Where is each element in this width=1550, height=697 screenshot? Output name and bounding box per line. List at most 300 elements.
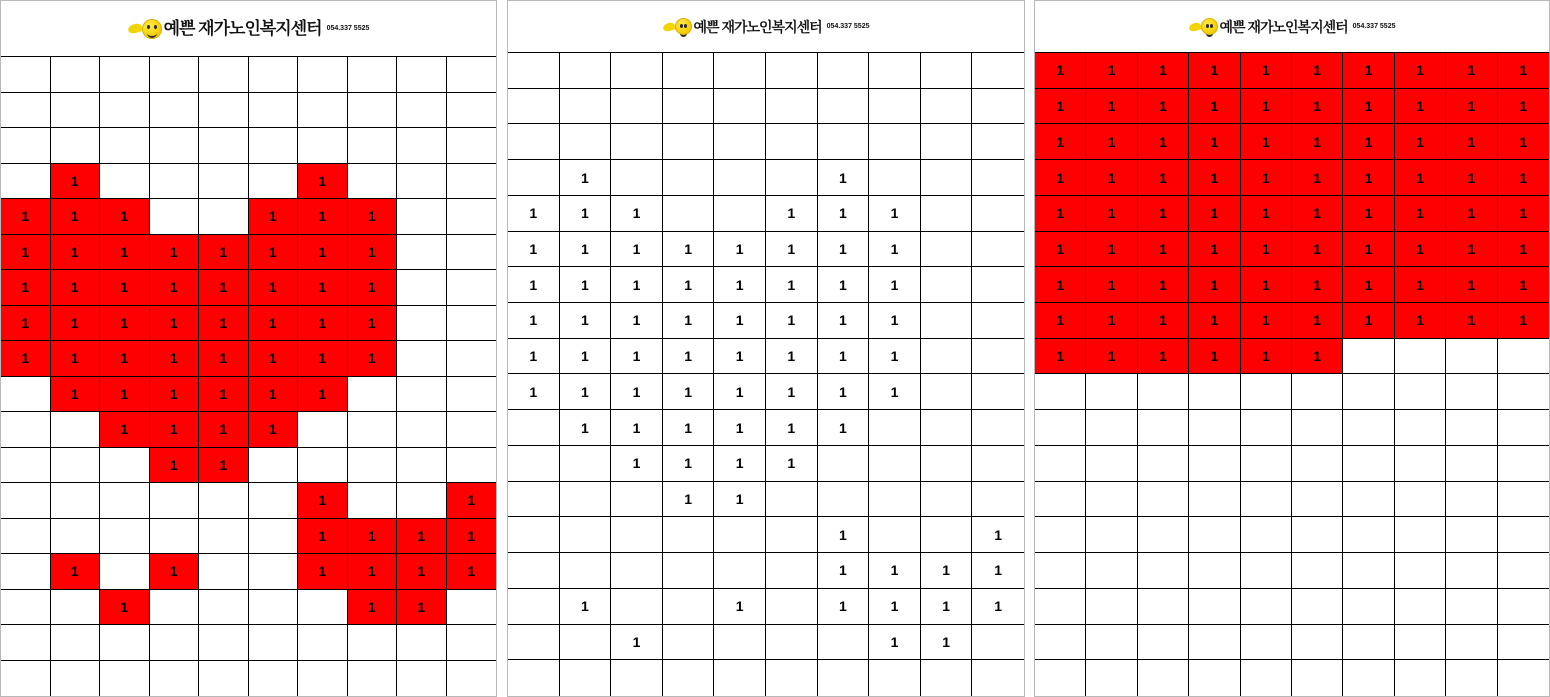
grid-cell-r3-c3[interactable]: 1 bbox=[1138, 124, 1189, 160]
grid-cell-r16-c5[interactable] bbox=[199, 590, 249, 626]
grid-cell-r6-c4[interactable]: 1 bbox=[663, 232, 715, 268]
grid-cell-r2-c1[interactable]: 1 bbox=[1035, 89, 1086, 125]
grid-cell-r13-c1[interactable] bbox=[508, 482, 560, 518]
grid-cell-r17-c1[interactable] bbox=[1, 625, 51, 661]
grid-cell-r16-c3[interactable] bbox=[611, 589, 663, 625]
grid-cell-r8-c9[interactable] bbox=[397, 306, 447, 342]
grid-cell-r8-c10[interactable] bbox=[972, 303, 1024, 339]
grid-cell-r5-c2[interactable]: 1 bbox=[560, 196, 612, 232]
grid-cell-r2-c6[interactable]: 1 bbox=[1292, 89, 1343, 125]
grid-cell-r12-c5[interactable]: 1 bbox=[199, 448, 249, 484]
grid-cell-r10-c5[interactable]: 1 bbox=[199, 377, 249, 413]
grid-cell-r7-c2[interactable]: 1 bbox=[51, 270, 101, 306]
grid-cell-r13-c10[interactable] bbox=[972, 482, 1024, 518]
grid-cell-r2-c5[interactable] bbox=[199, 93, 249, 129]
grid-cell-r13-c2[interactable] bbox=[1086, 482, 1137, 518]
grid-cell-r15-c4[interactable]: 1 bbox=[150, 554, 200, 590]
grid-cell-r18-c10[interactable] bbox=[1498, 660, 1549, 696]
grid-cell-r6-c3[interactable]: 1 bbox=[1138, 232, 1189, 268]
grid-cell-r11-c5[interactable] bbox=[1241, 410, 1292, 446]
grid-cell-r4-c10[interactable] bbox=[972, 160, 1024, 196]
grid-cell-r4-c3[interactable] bbox=[611, 160, 663, 196]
grid-cell-r1-c3[interactable] bbox=[100, 57, 150, 93]
grid-cell-r8-c5[interactable]: 1 bbox=[199, 306, 249, 342]
grid-cell-r6-c6[interactable]: 1 bbox=[249, 235, 299, 271]
grid-cell-r11-c6[interactable]: 1 bbox=[249, 412, 299, 448]
grid-cell-r6-c5[interactable]: 1 bbox=[1241, 232, 1292, 268]
pixel-grid-page-1[interactable] bbox=[1, 57, 496, 696]
grid-cell-r5-c5[interactable] bbox=[199, 199, 249, 235]
grid-cell-r15-c1[interactable] bbox=[1, 554, 51, 590]
grid-cell-r7-c3[interactable]: 1 bbox=[100, 270, 150, 306]
grid-cell-r11-c9[interactable] bbox=[921, 410, 973, 446]
grid-cell-r16-c7[interactable] bbox=[298, 590, 348, 626]
grid-cell-r1-c7[interactable] bbox=[298, 57, 348, 93]
grid-cell-r7-c10[interactable] bbox=[972, 267, 1024, 303]
grid-cell-r9-c3[interactable]: 1 bbox=[1138, 339, 1189, 375]
grid-cell-r7-c1[interactable]: 1 bbox=[1035, 267, 1086, 303]
grid-cell-r12-c10[interactable] bbox=[1498, 446, 1549, 482]
grid-cell-r14-c3[interactable] bbox=[1138, 517, 1189, 553]
grid-cell-r4-c1[interactable] bbox=[1, 164, 51, 200]
grid-cell-r7-c9[interactable] bbox=[921, 267, 973, 303]
grid-cell-r2-c4[interactable] bbox=[663, 89, 715, 125]
grid-cell-r8-c4[interactable]: 1 bbox=[663, 303, 715, 339]
grid-cell-r7-c10[interactable] bbox=[447, 270, 497, 306]
grid-cell-r8-c9[interactable] bbox=[921, 303, 973, 339]
grid-cell-r10-c3[interactable] bbox=[1138, 374, 1189, 410]
grid-cell-r16-c3[interactable] bbox=[1138, 589, 1189, 625]
grid-cell-r7-c6[interactable]: 1 bbox=[249, 270, 299, 306]
grid-cell-r8-c8[interactable]: 1 bbox=[1395, 303, 1446, 339]
grid-cell-r12-c3[interactable]: 1 bbox=[611, 446, 663, 482]
grid-cell-r18-c10[interactable] bbox=[447, 661, 497, 697]
grid-cell-r5-c3[interactable]: 1 bbox=[100, 199, 150, 235]
grid-cell-r13-c6[interactable] bbox=[766, 482, 818, 518]
grid-cell-r7-c5[interactable]: 1 bbox=[714, 267, 766, 303]
grid-cell-r1-c4[interactable] bbox=[663, 53, 715, 89]
grid-cell-r12-c1[interactable] bbox=[508, 446, 560, 482]
grid-cell-r11-c8[interactable] bbox=[869, 410, 921, 446]
grid-cell-r1-c9[interactable] bbox=[921, 53, 973, 89]
grid-cell-r13-c3[interactable] bbox=[1138, 482, 1189, 518]
grid-cell-r11-c3[interactable]: 1 bbox=[100, 412, 150, 448]
grid-cell-r9-c4[interactable]: 1 bbox=[1189, 339, 1240, 375]
grid-cell-r17-c2[interactable] bbox=[1086, 625, 1137, 661]
grid-cell-r16-c1[interactable] bbox=[1035, 589, 1086, 625]
grid-cell-r9-c1[interactable]: 1 bbox=[508, 339, 560, 375]
grid-cell-r2-c1[interactable] bbox=[508, 89, 560, 125]
grid-cell-r16-c2[interactable] bbox=[51, 590, 101, 626]
grid-cell-r7-c3[interactable]: 1 bbox=[611, 267, 663, 303]
grid-cell-r2-c10[interactable]: 1 bbox=[1498, 89, 1549, 125]
grid-cell-r6-c5[interactable]: 1 bbox=[714, 232, 766, 268]
grid-cell-r9-c4[interactable]: 1 bbox=[663, 339, 715, 375]
grid-cell-r4-c2[interactable]: 1 bbox=[560, 160, 612, 196]
grid-cell-r6-c9[interactable] bbox=[921, 232, 973, 268]
grid-cell-r4-c8[interactable] bbox=[869, 160, 921, 196]
grid-cell-r5-c5[interactable] bbox=[714, 196, 766, 232]
grid-cell-r6-c1[interactable]: 1 bbox=[1, 235, 51, 271]
grid-cell-r4-c6[interactable] bbox=[249, 164, 299, 200]
grid-cell-r10-c10[interactable] bbox=[972, 374, 1024, 410]
grid-cell-r10-c2[interactable]: 1 bbox=[560, 374, 612, 410]
grid-cell-r3-c6[interactable] bbox=[766, 124, 818, 160]
grid-cell-r7-c3[interactable]: 1 bbox=[1138, 267, 1189, 303]
grid-cell-r7-c8[interactable]: 1 bbox=[869, 267, 921, 303]
grid-cell-r16-c5[interactable]: 1 bbox=[714, 589, 766, 625]
grid-cell-r18-c1[interactable] bbox=[1, 661, 51, 697]
grid-cell-r17-c3[interactable]: 1 bbox=[611, 625, 663, 661]
grid-cell-r15-c10[interactable] bbox=[1498, 553, 1549, 589]
grid-cell-r2-c2[interactable]: 1 bbox=[1086, 89, 1137, 125]
grid-cell-r4-c4[interactable]: 1 bbox=[1189, 160, 1240, 196]
grid-cell-r17-c7[interactable] bbox=[1343, 625, 1394, 661]
grid-cell-r7-c7[interactable]: 1 bbox=[1343, 267, 1394, 303]
grid-cell-r2-c6[interactable] bbox=[249, 93, 299, 129]
grid-cell-r9-c5[interactable]: 1 bbox=[199, 341, 249, 377]
grid-cell-r4-c7[interactable]: 1 bbox=[298, 164, 348, 200]
grid-cell-r17-c2[interactable] bbox=[51, 625, 101, 661]
grid-cell-r10-c4[interactable]: 1 bbox=[663, 374, 715, 410]
grid-cell-r9-c6[interactable]: 1 bbox=[766, 339, 818, 375]
grid-cell-r12-c7[interactable] bbox=[818, 446, 870, 482]
grid-cell-r16-c6[interactable] bbox=[1292, 589, 1343, 625]
grid-cell-r6-c10[interactable] bbox=[972, 232, 1024, 268]
grid-cell-r18-c10[interactable] bbox=[972, 660, 1024, 696]
grid-cell-r12-c10[interactable] bbox=[972, 446, 1024, 482]
grid-cell-r11-c6[interactable] bbox=[1292, 410, 1343, 446]
grid-cell-r17-c8[interactable] bbox=[348, 625, 398, 661]
grid-cell-r4-c3[interactable]: 1 bbox=[1138, 160, 1189, 196]
grid-cell-r15-c6[interactable] bbox=[249, 554, 299, 590]
grid-cell-r13-c10[interactable] bbox=[1498, 482, 1549, 518]
grid-cell-r14-c1[interactable] bbox=[1035, 517, 1086, 553]
grid-cell-r6-c7[interactable]: 1 bbox=[298, 235, 348, 271]
grid-cell-r6-c5[interactable]: 1 bbox=[199, 235, 249, 271]
grid-cell-r15-c4[interactable] bbox=[1189, 553, 1240, 589]
grid-cell-r18-c8[interactable] bbox=[869, 660, 921, 696]
grid-cell-r11-c3[interactable] bbox=[1138, 410, 1189, 446]
grid-cell-r10-c9[interactable] bbox=[1446, 374, 1497, 410]
grid-cell-r15-c2[interactable]: 1 bbox=[51, 554, 101, 590]
grid-cell-r14-c7[interactable]: 1 bbox=[298, 519, 348, 555]
grid-cell-r12-c7[interactable] bbox=[298, 448, 348, 484]
grid-cell-r14-c2[interactable] bbox=[1086, 517, 1137, 553]
grid-cell-r7-c4[interactable]: 1 bbox=[1189, 267, 1240, 303]
grid-cell-r2-c4[interactable] bbox=[150, 93, 200, 129]
grid-cell-r4-c4[interactable] bbox=[150, 164, 200, 200]
grid-cell-r8-c2[interactable]: 1 bbox=[560, 303, 612, 339]
grid-cell-r9-c1[interactable]: 1 bbox=[1035, 339, 1086, 375]
grid-cell-r10-c2[interactable]: 1 bbox=[51, 377, 101, 413]
grid-cell-r3-c2[interactable] bbox=[560, 124, 612, 160]
grid-cell-r2-c10[interactable] bbox=[972, 89, 1024, 125]
grid-cell-r1-c4[interactable] bbox=[150, 57, 200, 93]
grid-cell-r14-c7[interactable]: 1 bbox=[818, 517, 870, 553]
grid-cell-r13-c6[interactable] bbox=[1292, 482, 1343, 518]
grid-cell-r12-c3[interactable] bbox=[1138, 446, 1189, 482]
grid-cell-r15-c3[interactable] bbox=[1138, 553, 1189, 589]
grid-cell-r17-c9[interactable] bbox=[397, 625, 447, 661]
grid-cell-r15-c5[interactable] bbox=[714, 553, 766, 589]
grid-cell-r13-c2[interactable] bbox=[560, 482, 612, 518]
grid-cell-r13-c4[interactable] bbox=[1189, 482, 1240, 518]
grid-cell-r6-c6[interactable]: 1 bbox=[1292, 232, 1343, 268]
grid-cell-r11-c2[interactable]: 1 bbox=[560, 410, 612, 446]
grid-cell-r4-c1[interactable]: 1 bbox=[1035, 160, 1086, 196]
grid-cell-r3-c5[interactable] bbox=[199, 128, 249, 164]
grid-cell-r18-c2[interactable] bbox=[1086, 660, 1137, 696]
grid-cell-r3-c6[interactable]: 1 bbox=[1292, 124, 1343, 160]
grid-cell-r11-c3[interactable]: 1 bbox=[611, 410, 663, 446]
grid-cell-r10-c1[interactable]: 1 bbox=[508, 374, 560, 410]
grid-cell-r3-c8[interactable] bbox=[348, 128, 398, 164]
grid-cell-r16-c2[interactable]: 1 bbox=[560, 589, 612, 625]
grid-cell-r15-c7[interactable]: 1 bbox=[298, 554, 348, 590]
grid-cell-r17-c5[interactable] bbox=[1241, 625, 1292, 661]
grid-cell-r12-c9[interactable] bbox=[921, 446, 973, 482]
grid-cell-r10-c6[interactable]: 1 bbox=[766, 374, 818, 410]
grid-cell-r1-c2[interactable] bbox=[51, 57, 101, 93]
grid-cell-r2-c5[interactable]: 1 bbox=[1241, 89, 1292, 125]
grid-cell-r17-c7[interactable] bbox=[298, 625, 348, 661]
grid-cell-r4-c10[interactable] bbox=[447, 164, 497, 200]
grid-cell-r9-c2[interactable]: 1 bbox=[560, 339, 612, 375]
grid-cell-r17-c5[interactable] bbox=[199, 625, 249, 661]
grid-cell-r5-c6[interactable]: 1 bbox=[1292, 196, 1343, 232]
grid-cell-r5-c8[interactable]: 1 bbox=[869, 196, 921, 232]
grid-cell-r15-c10[interactable]: 1 bbox=[447, 554, 497, 590]
grid-cell-r9-c3[interactable]: 1 bbox=[100, 341, 150, 377]
grid-cell-r12-c4[interactable]: 1 bbox=[663, 446, 715, 482]
grid-cell-r4-c9[interactable]: 1 bbox=[1446, 160, 1497, 196]
grid-cell-r6-c8[interactable]: 1 bbox=[1395, 232, 1446, 268]
grid-cell-r12-c10[interactable] bbox=[447, 448, 497, 484]
grid-cell-r5-c1[interactable]: 1 bbox=[1, 199, 51, 235]
grid-cell-r12-c2[interactable] bbox=[560, 446, 612, 482]
grid-cell-r15-c10[interactable]: 1 bbox=[972, 553, 1024, 589]
grid-cell-r17-c6[interactable] bbox=[1292, 625, 1343, 661]
grid-cell-r12-c6[interactable] bbox=[249, 448, 299, 484]
grid-cell-r16-c5[interactable] bbox=[1241, 589, 1292, 625]
grid-cell-r15-c2[interactable] bbox=[560, 553, 612, 589]
grid-cell-r11-c1[interactable] bbox=[1, 412, 51, 448]
grid-cell-r8-c6[interactable]: 1 bbox=[249, 306, 299, 342]
grid-cell-r17-c1[interactable] bbox=[508, 625, 560, 661]
grid-cell-r7-c9[interactable] bbox=[397, 270, 447, 306]
grid-cell-r17-c4[interactable] bbox=[150, 625, 200, 661]
grid-cell-r6-c9[interactable]: 1 bbox=[1446, 232, 1497, 268]
grid-cell-r4-c9[interactable] bbox=[397, 164, 447, 200]
grid-cell-r9-c9[interactable] bbox=[1446, 339, 1497, 375]
grid-cell-r18-c4[interactable] bbox=[150, 661, 200, 697]
grid-cell-r7-c6[interactable]: 1 bbox=[766, 267, 818, 303]
grid-cell-r18-c1[interactable] bbox=[1035, 660, 1086, 696]
grid-cell-r9-c9[interactable] bbox=[921, 339, 973, 375]
grid-cell-r17-c6[interactable] bbox=[249, 625, 299, 661]
grid-cell-r15-c9[interactable] bbox=[1446, 553, 1497, 589]
grid-cell-r1-c5[interactable] bbox=[714, 53, 766, 89]
grid-cell-r5-c10[interactable] bbox=[447, 199, 497, 235]
grid-cell-r16-c4[interactable] bbox=[663, 589, 715, 625]
grid-cell-r9-c10[interactable] bbox=[1498, 339, 1549, 375]
grid-cell-r18-c1[interactable] bbox=[508, 660, 560, 696]
grid-cell-r15-c9[interactable]: 1 bbox=[397, 554, 447, 590]
grid-cell-r10-c5[interactable] bbox=[1241, 374, 1292, 410]
grid-cell-r11-c4[interactable] bbox=[1189, 410, 1240, 446]
grid-cell-r17-c8[interactable]: 1 bbox=[869, 625, 921, 661]
grid-cell-r14-c5[interactable] bbox=[199, 519, 249, 555]
grid-cell-r15-c9[interactable]: 1 bbox=[921, 553, 973, 589]
grid-cell-r9-c2[interactable]: 1 bbox=[51, 341, 101, 377]
grid-cell-r3-c10[interactable] bbox=[972, 124, 1024, 160]
grid-cell-r6-c1[interactable]: 1 bbox=[508, 232, 560, 268]
grid-cell-r16-c8[interactable]: 1 bbox=[348, 590, 398, 626]
grid-cell-r4-c9[interactable] bbox=[921, 160, 973, 196]
grid-cell-r18-c8[interactable] bbox=[1395, 660, 1446, 696]
grid-cell-r2-c2[interactable] bbox=[51, 93, 101, 129]
grid-cell-r5-c6[interactable]: 1 bbox=[766, 196, 818, 232]
grid-cell-r7-c8[interactable]: 1 bbox=[1395, 267, 1446, 303]
grid-cell-r5-c1[interactable]: 1 bbox=[1035, 196, 1086, 232]
grid-cell-r8-c1[interactable]: 1 bbox=[1, 306, 51, 342]
grid-cell-r14-c2[interactable] bbox=[560, 517, 612, 553]
grid-cell-r7-c4[interactable]: 1 bbox=[150, 270, 200, 306]
grid-cell-r12-c8[interactable] bbox=[1395, 446, 1446, 482]
grid-cell-r8-c7[interactable]: 1 bbox=[1343, 303, 1394, 339]
grid-cell-r9-c3[interactable]: 1 bbox=[611, 339, 663, 375]
grid-cell-r4-c2[interactable]: 1 bbox=[1086, 160, 1137, 196]
grid-cell-r8-c3[interactable]: 1 bbox=[611, 303, 663, 339]
grid-cell-r4-c5[interactable] bbox=[199, 164, 249, 200]
grid-cell-r18-c3[interactable] bbox=[1138, 660, 1189, 696]
grid-cell-r14-c9[interactable] bbox=[1446, 517, 1497, 553]
grid-cell-r17-c9[interactable]: 1 bbox=[921, 625, 973, 661]
grid-cell-r18-c9[interactable] bbox=[1446, 660, 1497, 696]
grid-cell-r7-c5[interactable]: 1 bbox=[199, 270, 249, 306]
grid-cell-r1-c9[interactable] bbox=[397, 57, 447, 93]
grid-cell-r10-c8[interactable] bbox=[1395, 374, 1446, 410]
grid-cell-r5-c8[interactable]: 1 bbox=[348, 199, 398, 235]
grid-cell-r9-c7[interactable] bbox=[1343, 339, 1394, 375]
grid-cell-r10-c3[interactable]: 1 bbox=[100, 377, 150, 413]
grid-cell-r10-c9[interactable] bbox=[397, 377, 447, 413]
grid-cell-r8-c2[interactable]: 1 bbox=[51, 306, 101, 342]
grid-cell-r15-c3[interactable] bbox=[611, 553, 663, 589]
grid-cell-r4-c6[interactable] bbox=[766, 160, 818, 196]
grid-cell-r17-c10[interactable] bbox=[447, 625, 497, 661]
grid-cell-r6-c10[interactable]: 1 bbox=[1498, 232, 1549, 268]
grid-cell-r9-c9[interactable] bbox=[397, 341, 447, 377]
grid-cell-r4-c10[interactable]: 1 bbox=[1498, 160, 1549, 196]
grid-cell-r1-c3[interactable]: 1 bbox=[1138, 53, 1189, 89]
grid-cell-r11-c10[interactable] bbox=[1498, 410, 1549, 446]
grid-cell-r1-c8[interactable] bbox=[869, 53, 921, 89]
grid-cell-r18-c6[interactable] bbox=[249, 661, 299, 697]
grid-cell-r5-c4[interactable] bbox=[663, 196, 715, 232]
grid-cell-r5-c10[interactable] bbox=[972, 196, 1024, 232]
grid-cell-r12-c9[interactable] bbox=[397, 448, 447, 484]
grid-cell-r14-c8[interactable] bbox=[869, 517, 921, 553]
grid-cell-r12-c6[interactable]: 1 bbox=[766, 446, 818, 482]
grid-cell-r12-c1[interactable] bbox=[1, 448, 51, 484]
grid-cell-r8-c3[interactable]: 1 bbox=[100, 306, 150, 342]
grid-cell-r6-c10[interactable] bbox=[447, 235, 497, 271]
grid-cell-r8-c9[interactable]: 1 bbox=[1446, 303, 1497, 339]
grid-cell-r2-c6[interactable] bbox=[766, 89, 818, 125]
grid-cell-r13-c5[interactable] bbox=[199, 483, 249, 519]
grid-cell-r13-c1[interactable] bbox=[1035, 482, 1086, 518]
grid-cell-r12-c6[interactable] bbox=[1292, 446, 1343, 482]
grid-cell-r15-c8[interactable]: 1 bbox=[348, 554, 398, 590]
grid-cell-r2-c4[interactable]: 1 bbox=[1189, 89, 1240, 125]
grid-cell-r1-c1[interactable] bbox=[1, 57, 51, 93]
grid-cell-r7-c7[interactable]: 1 bbox=[298, 270, 348, 306]
grid-cell-r12-c2[interactable] bbox=[51, 448, 101, 484]
grid-cell-r5-c9[interactable] bbox=[921, 196, 973, 232]
grid-cell-r4-c5[interactable]: 1 bbox=[1241, 160, 1292, 196]
grid-cell-r13-c7[interactable] bbox=[1343, 482, 1394, 518]
grid-cell-r11-c1[interactable] bbox=[508, 410, 560, 446]
grid-cell-r12-c4[interactable]: 1 bbox=[150, 448, 200, 484]
grid-cell-r14-c3[interactable] bbox=[100, 519, 150, 555]
grid-cell-r2-c3[interactable] bbox=[100, 93, 150, 129]
grid-cell-r1-c1[interactable]: 1 bbox=[1035, 53, 1086, 89]
grid-cell-r1-c10[interactable]: 1 bbox=[1498, 53, 1549, 89]
grid-cell-r12-c1[interactable] bbox=[1035, 446, 1086, 482]
grid-cell-r11-c7[interactable]: 1 bbox=[818, 410, 870, 446]
grid-cell-r11-c2[interactable] bbox=[1086, 410, 1137, 446]
grid-cell-r3-c3[interactable] bbox=[100, 128, 150, 164]
grid-cell-r16-c8[interactable]: 1 bbox=[869, 589, 921, 625]
grid-cell-r3-c8[interactable]: 1 bbox=[1395, 124, 1446, 160]
grid-cell-r14-c4[interactable] bbox=[663, 517, 715, 553]
grid-cell-r12-c5[interactable] bbox=[1241, 446, 1292, 482]
grid-cell-r13-c10[interactable]: 1 bbox=[447, 483, 497, 519]
grid-cell-r4-c1[interactable] bbox=[508, 160, 560, 196]
grid-cell-r9-c10[interactable] bbox=[972, 339, 1024, 375]
grid-cell-r11-c5[interactable]: 1 bbox=[199, 412, 249, 448]
grid-cell-r3-c9[interactable] bbox=[397, 128, 447, 164]
grid-cell-r3-c6[interactable] bbox=[249, 128, 299, 164]
grid-cell-r3-c7[interactable]: 1 bbox=[1343, 124, 1394, 160]
grid-cell-r14-c1[interactable] bbox=[1, 519, 51, 555]
grid-cell-r7-c2[interactable]: 1 bbox=[1086, 267, 1137, 303]
grid-cell-r14-c6[interactable] bbox=[1292, 517, 1343, 553]
grid-cell-r16-c4[interactable] bbox=[150, 590, 200, 626]
grid-cell-r9-c2[interactable]: 1 bbox=[1086, 339, 1137, 375]
grid-cell-r16-c7[interactable] bbox=[1343, 589, 1394, 625]
grid-cell-r4-c8[interactable] bbox=[348, 164, 398, 200]
grid-cell-r8-c4[interactable]: 1 bbox=[150, 306, 200, 342]
grid-cell-r18-c5[interactable] bbox=[714, 660, 766, 696]
grid-cell-r8-c1[interactable]: 1 bbox=[1035, 303, 1086, 339]
grid-cell-r5-c2[interactable]: 1 bbox=[51, 199, 101, 235]
grid-cell-r10-c10[interactable] bbox=[447, 377, 497, 413]
grid-cell-r11-c10[interactable] bbox=[972, 410, 1024, 446]
grid-cell-r1-c2[interactable]: 1 bbox=[1086, 53, 1137, 89]
grid-cell-r13-c9[interactable] bbox=[397, 483, 447, 519]
grid-cell-r14-c5[interactable] bbox=[714, 517, 766, 553]
grid-cell-r13-c3[interactable] bbox=[100, 483, 150, 519]
grid-cell-r3-c1[interactable]: 1 bbox=[1035, 124, 1086, 160]
grid-cell-r18-c5[interactable] bbox=[1241, 660, 1292, 696]
grid-cell-r10-c1[interactable] bbox=[1, 377, 51, 413]
grid-cell-r10-c9[interactable] bbox=[921, 374, 973, 410]
grid-cell-r9-c6[interactable]: 1 bbox=[249, 341, 299, 377]
grid-cell-r1-c7[interactable] bbox=[818, 53, 870, 89]
